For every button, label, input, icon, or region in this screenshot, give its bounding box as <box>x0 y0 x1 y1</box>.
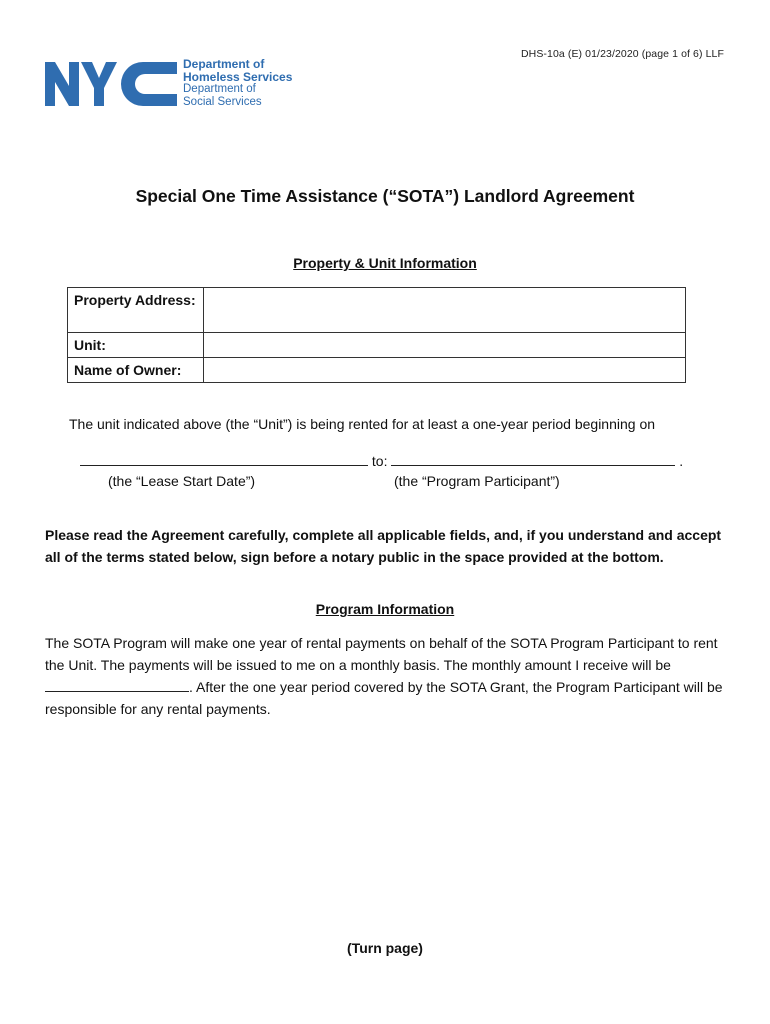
monthly-amount-field[interactable] <box>45 677 189 692</box>
owner-name-label: Name of Owner: <box>68 358 204 383</box>
table-row <box>68 333 686 358</box>
program-text-before: The SOTA Program will make one year of rental payments on behalf of the SOTA Program Participant to rent the Unit. The payments will be issued to me on a monthly basis. The monthly amount I receive will be <box>45 635 718 673</box>
instructions-text: Please read the Agreement carefully, complete all applicable fields, and, if you understand and accept all of the terms stated below, sign before a notary public in the space provided at the bottom. <box>45 527 722 565</box>
agency-line-1: Department of <box>183 57 265 71</box>
to-label: to: <box>371 453 388 469</box>
table-row <box>68 358 686 383</box>
lease-start-date-field[interactable] <box>80 451 368 466</box>
turn-page-note: (Turn page) <box>347 940 423 956</box>
property-section-heading: Property & Unit Information <box>293 255 477 271</box>
program-info-text <box>45 632 735 720</box>
end-punct: . <box>679 453 684 469</box>
nyc-wordmark-icon <box>45 58 180 110</box>
agency-line-3: Department of <box>183 83 256 95</box>
lease-sentence: The unit indicated above (the “Unit”) is being rented for at least a one-year period beginning on <box>69 416 656 432</box>
property-info-table <box>67 287 686 383</box>
lease-start-caption: (the “Lease Start Date”) <box>108 473 256 489</box>
agency-name <box>183 58 292 109</box>
property-address-field[interactable] <box>204 288 686 333</box>
unit-label: Unit: <box>68 333 204 358</box>
agency-line-2: Homeless Services <box>183 70 293 84</box>
owner-name-field[interactable] <box>204 358 686 383</box>
program-text-after: . After the one year period covered by the SOTA Grant, the Program Participant will be responsible for any rental payments. <box>45 679 723 717</box>
table-row <box>68 288 686 333</box>
nyc-dhs-logo <box>45 58 305 110</box>
lease-blanks-line <box>80 450 720 472</box>
form-code: DHS-10a (E) 01/23/2020 (page 1 of 6) LLF <box>520 48 724 60</box>
participant-caption: (the “Program Participant”) <box>394 473 560 489</box>
agency-line-4: Social Services <box>183 95 262 108</box>
program-participant-field[interactable] <box>391 451 675 466</box>
unit-field[interactable] <box>204 333 686 358</box>
property-address-label: Property Address: <box>68 288 204 333</box>
document-title: Special One Time Assistance (“SOTA”) Landlord Agreement <box>135 186 635 206</box>
program-section-heading: Program Information <box>315 601 455 617</box>
